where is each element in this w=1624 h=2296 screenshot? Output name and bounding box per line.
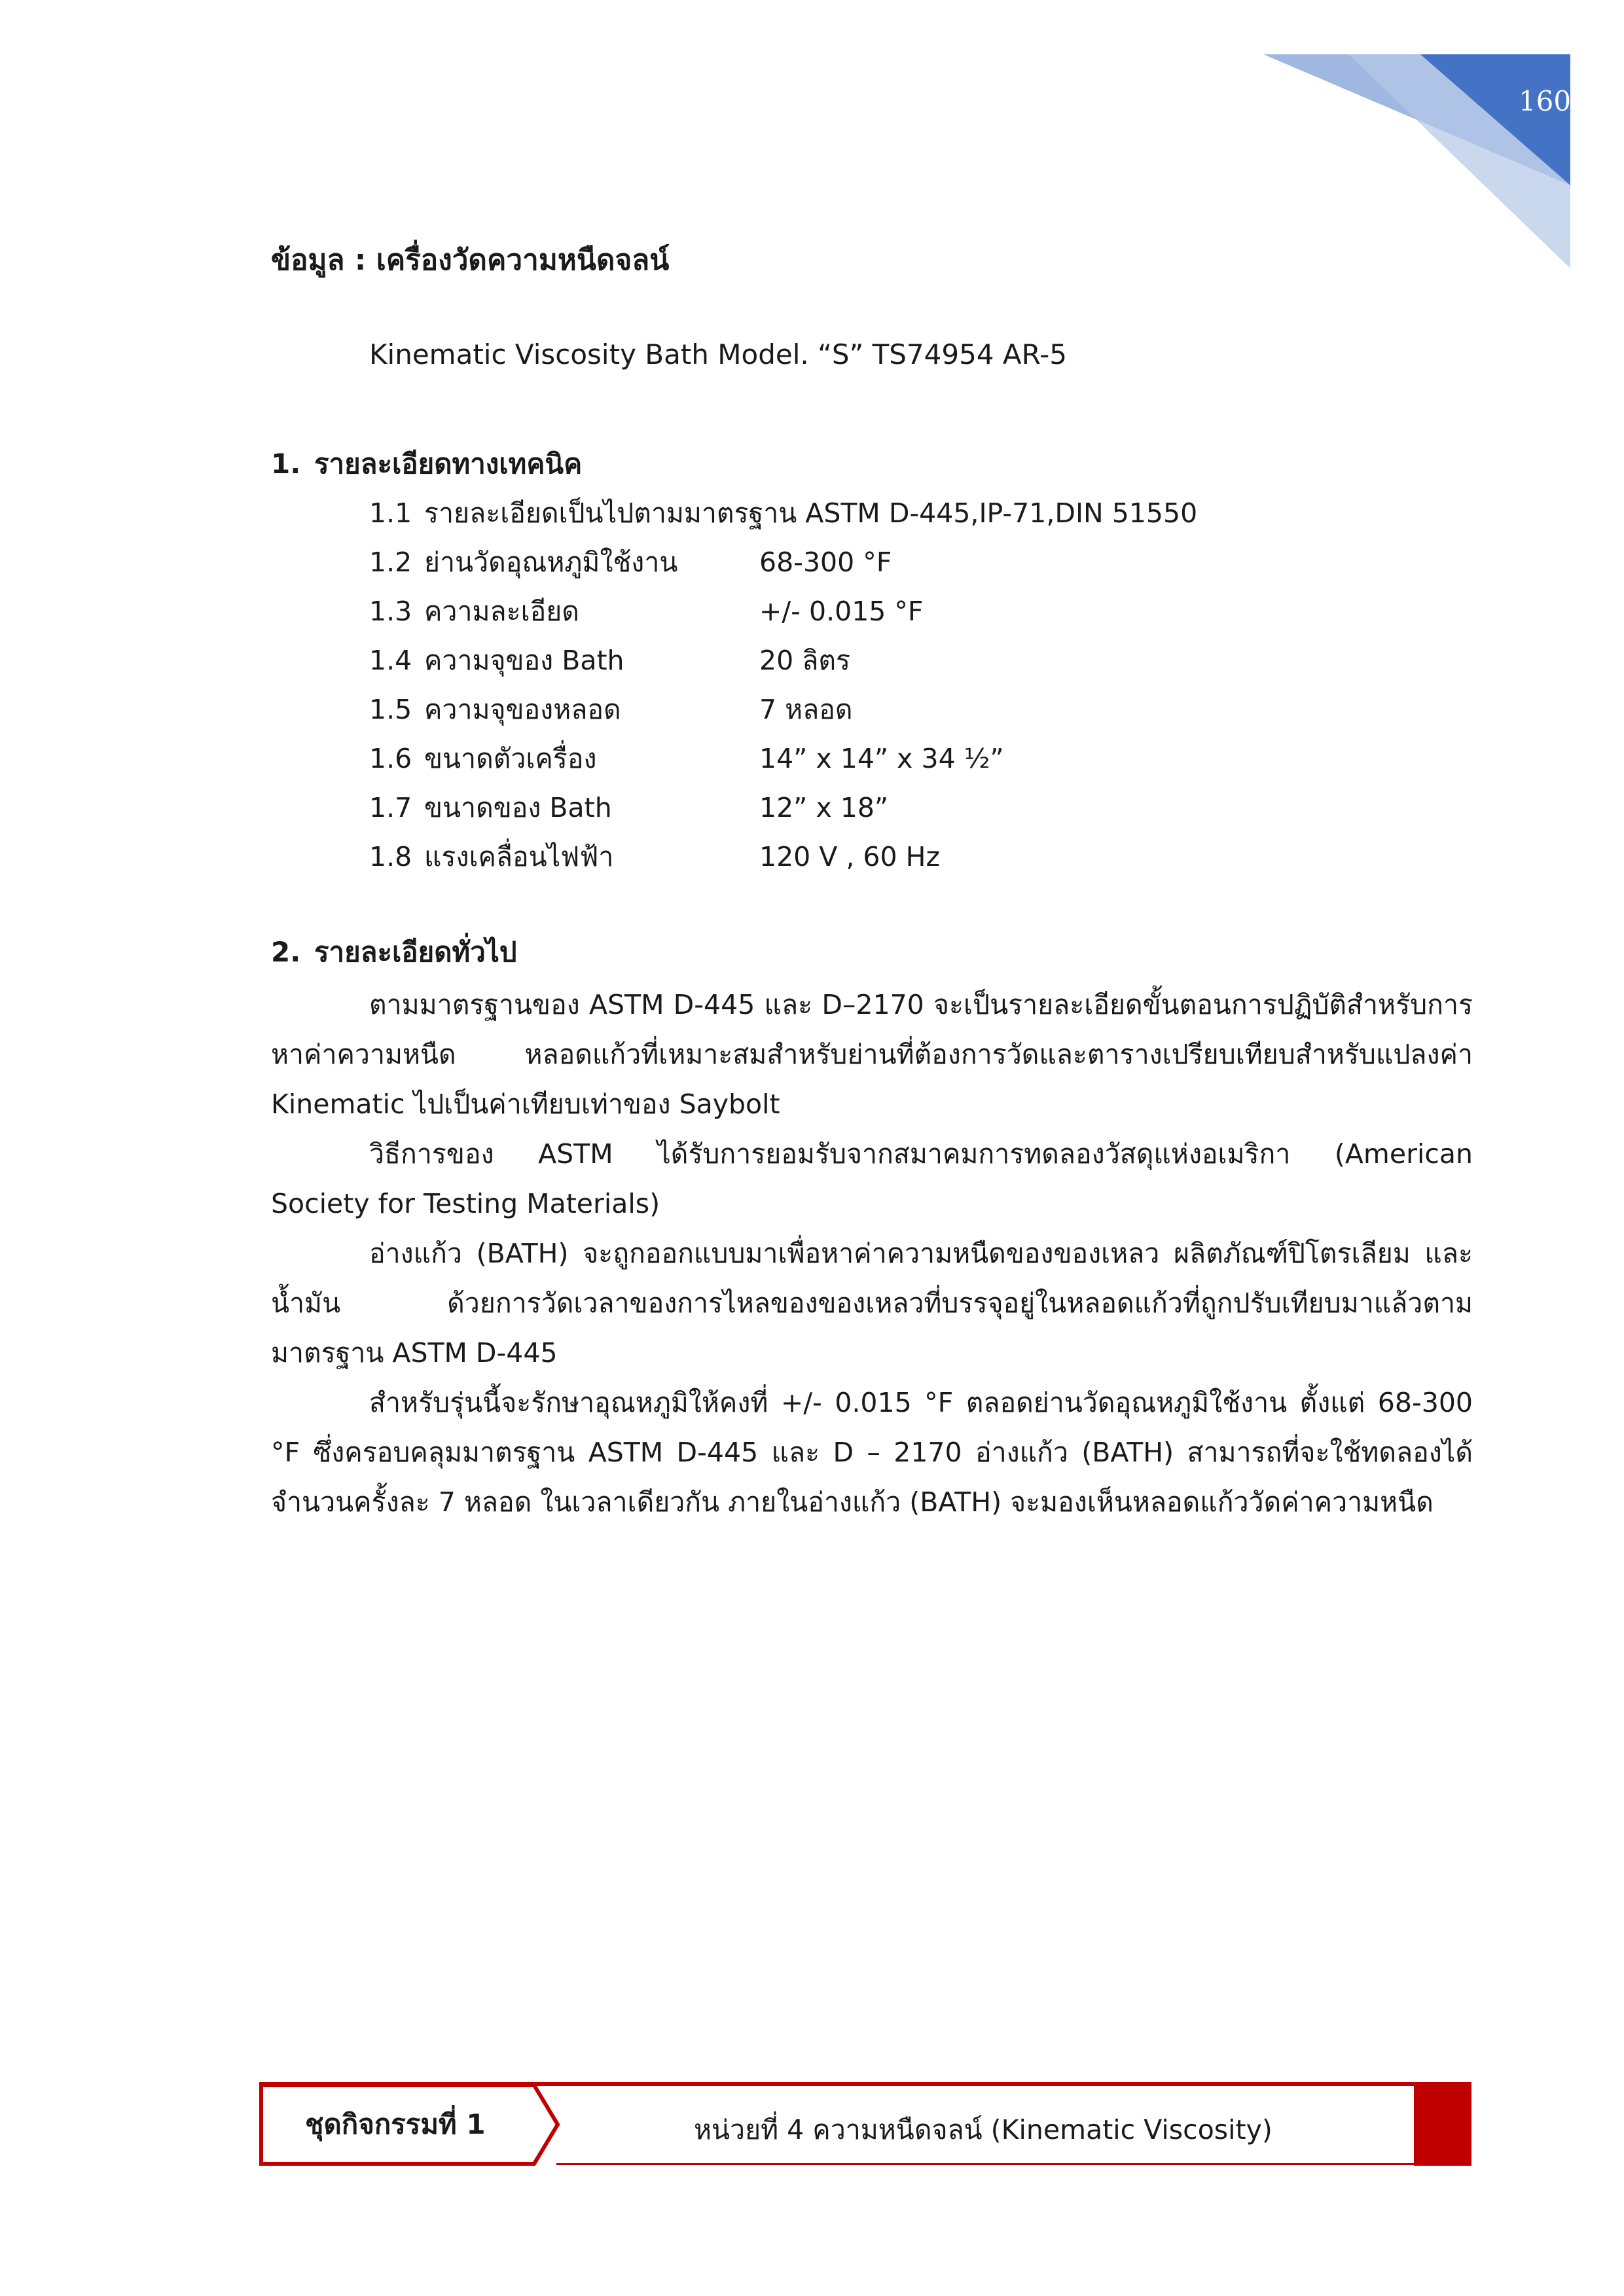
section-1-heading [271, 442, 582, 486]
section-number: 1. [271, 448, 301, 480]
spec-row [369, 492, 1197, 535]
unit-title: หน่วยที่ 4 ความหนืดจลน์ (Kinematic Viscosity) [694, 2114, 1272, 2145]
spec-number: 1.5 [369, 694, 412, 725]
page-heading: ข้อมูล : เครื่องวัดความหนืดจลน์ [271, 243, 670, 277]
spec-label: รายละเอียดเป็นไปตามมาตรฐาน ASTM D-445,IP-71,DIN 51550 [424, 497, 1198, 529]
spec-label: ขนาดของ Bath [424, 792, 612, 823]
spec-value: 14” x 14” x 34 ½” [759, 743, 1004, 774]
paragraph: ตามมาตรฐานของ ASTM D-445 และ D–2170 จะเป็นรายละเอียดขั้นตอนการปฏิบัติสำหรับการหาค่าความหนืด หลอดแก้วที่เหมาะสมสำหรับย่านที่ต้องการวัดและตารางเปรียบเทียบสำหรับแปลงค่า Kinematic ไปเป็นค่าเทียบเท่าของ Saybolt [271, 989, 1473, 1120]
spec-value: 20 ลิตร [759, 645, 850, 676]
spec-label: แรงเคลื่อนไฟฟ้า [424, 841, 614, 872]
spec-row [369, 836, 940, 878]
paragraph: อ่างแก้ว (BATH) จะถูกออกแบบมาเพื่อหาค่าความหนืดของของเหลว ผลิตภัณฑ์ปิโตรเลียม และน้ำมัน ด้วยการวัดเวลาของการไหลของของเหลวที่บรรจุอยู่ในหลอดแก้วที่ถูกปรับเทียบมาแล้วตามมาตรฐาน ASTM D-445 [271, 1238, 1473, 1369]
model-name: Kinematic Viscosity Bath Model. “S” TS74954 AR-5 [369, 338, 1067, 370]
spec-row [369, 689, 853, 731]
spec-label: ความจุของหลอด [424, 694, 621, 725]
spec-number: 1.6 [369, 743, 412, 774]
spec-label: ย่านวัดอุณหภูมิใช้งาน [424, 547, 678, 578]
spec-number: 1.8 [369, 841, 412, 872]
spec-value: +/- 0.015 °F [759, 596, 924, 627]
spec-row [369, 787, 888, 829]
footer-red-block [1414, 2082, 1471, 2166]
general-details [271, 980, 1473, 1527]
paragraph: สำหรับรุ่นนี้จะรักษาอุณหภูมิให้คงที่ +/- 0.015 °F ตลอดย่านวัดอุณหภูมิใช้งาน ตั้งแต่ 68-300 °F ซึ่งครอบคลุมมาตรฐาน ASTM D-445 และ D – 2170 อ่างแก้ว (BATH) สามารถที่จะใช้ทดลองได้จำนวนครั้งละ 7 หลอด ในเวลาเดียวกัน ภายในอ่างแก้ว (BATH) จะมองเห็นหลอดแก้ววัดค่าความหนืด [271, 1387, 1473, 1518]
spec-value: 68-300 °F [759, 547, 892, 578]
spec-row [369, 590, 923, 633]
spec-row [369, 639, 850, 682]
section-2-heading [271, 931, 517, 974]
spec-label: ความจุของ Bath [424, 645, 624, 676]
activity-label: ชุดกิจกรรมที่ 1 [305, 2108, 486, 2140]
paragraph: วิธีการของ ASTM ได้รับการยอมรับจากสมาคมการทดลองวัสดุแห่งอเมริกา (American Society for Testing Materials) [271, 1138, 1473, 1219]
spec-value: 120 V , 60 Hz [759, 841, 940, 872]
spec-row [369, 738, 1004, 780]
spec-value: 7 หลอด [759, 694, 853, 725]
spec-label: ขนาดตัวเครื่อง [424, 743, 597, 774]
spec-number: 1.1 [369, 497, 412, 529]
section-number: 2. [271, 936, 301, 968]
section-title: รายละเอียดทางเทคนิค [314, 448, 583, 480]
spec-label: ความละเอียด [424, 596, 579, 627]
section-title: รายละเอียดทั่วไป [314, 936, 517, 968]
spec-number: 1.3 [369, 596, 412, 627]
spec-number: 1.4 [369, 645, 412, 676]
spec-value: 12” x 18” [759, 792, 889, 823]
spec-row [369, 541, 892, 584]
footer-bottom-rule [556, 2163, 1414, 2165]
page-number: 160 [1518, 85, 1572, 117]
spec-number: 1.2 [369, 547, 412, 578]
spec-number: 1.7 [369, 792, 412, 823]
activity-tag [259, 2083, 560, 2166]
corner-decoration [0, 0, 1624, 275]
